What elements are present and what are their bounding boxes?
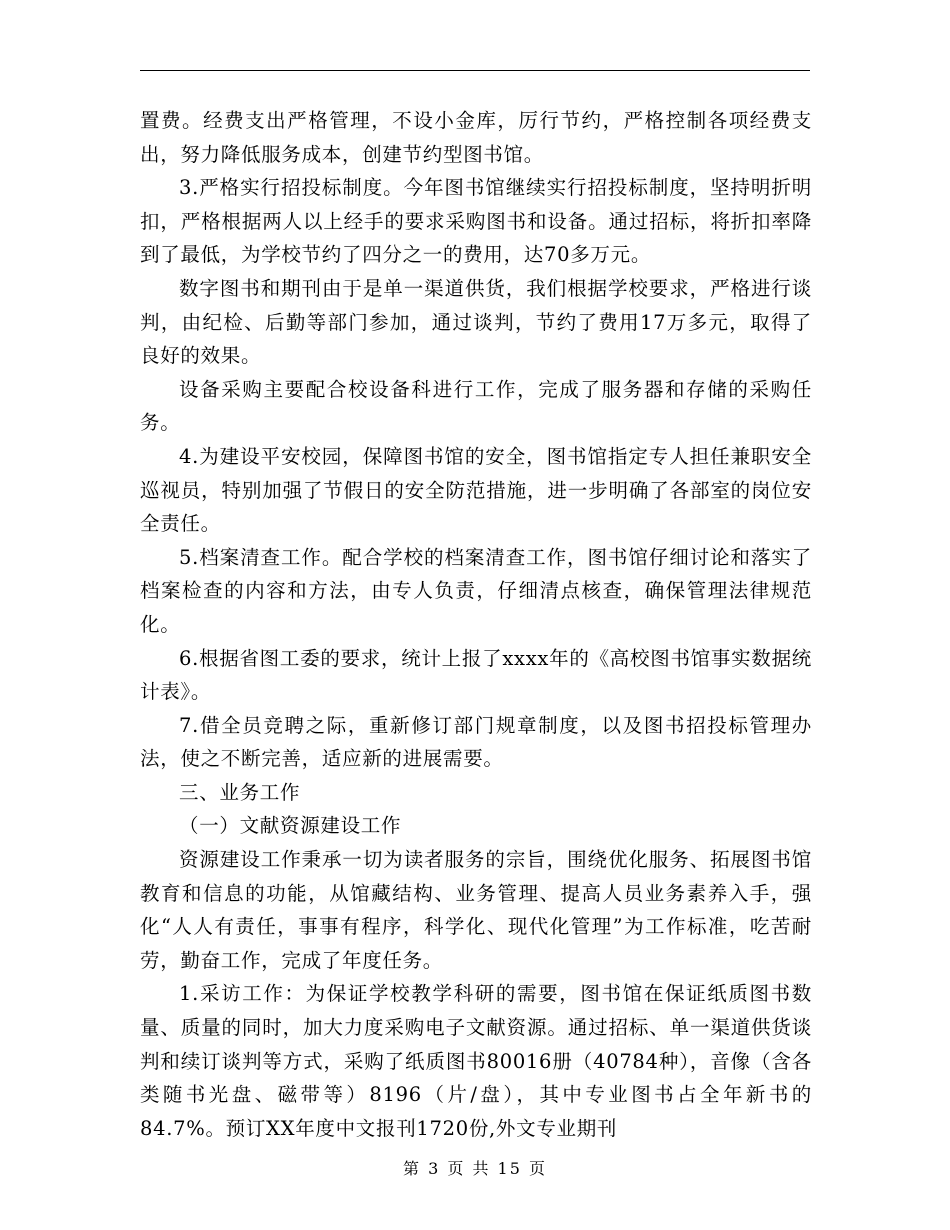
subsection-heading: （一）文献资源建设工作 <box>179 814 402 838</box>
paragraph: 3.严格实行招投标制度。今年图书馆继续实行招投标制度，坚持明折明扣，严格根据两人以上经手的要求采购图书和设备。通过招标，将折扣率降到了最低，为学校节约了四分之一的费用，达70多万元。 <box>140 176 812 267</box>
section-heading: 三、业务工作 <box>179 780 301 804</box>
header-rule <box>140 70 810 71</box>
paragraph: 置费。经费支出严格管理，不设小金库，厉行节约，严格控制各项经费支出，努力降低服务成本，创建节约型图书馆。 <box>140 109 812 166</box>
page-footer: 第 3 页 共 15 页 <box>403 1159 547 1178</box>
paragraph: 5.档案清查工作。配合学校的档案清查工作，图书馆仔细讨论和落实了档案检查的内容和方法，由专人负责，仔细清点核查，确保管理法律规范化。 <box>140 545 812 636</box>
document-body <box>140 104 812 1145</box>
paragraph: 6.根据省图工委的要求，统计上报了xxxx年的《高校图书馆事实数据统计表》。 <box>140 646 812 704</box>
paragraph: 资源建设工作秉承一切为读者服务的宗旨，围绕优化服务、拓展图书馆教育和信息的功能，从馆藏结构、业务管理、提高人员业务素养入手，强化“人人有责任，事事有程序，科学化、现代化管理”为工作标准，吃苦耐劳，勤奋工作，完成了年度任务。 <box>140 848 812 972</box>
paragraph: 数字图书和期刊由于是单一渠道供货，我们根据学校要求，严格进行谈判，由纪检、后勤等部门参加，通过谈判，节约了费用17万多元，取得了良好的效果。 <box>140 276 812 368</box>
paragraph: 7.借全员竞聘之际，重新修订部门规章制度，以及图书招投标管理办法，使之不断完善，适应新的进展需要。 <box>140 713 812 771</box>
paragraph: 1.采访工作：为保证学校教学科研的需要，图书馆在保证纸质图书数量、质量的同时，加大力度采购电子文献资源。通过招标、单一渠道供货谈判和续订谈判等方式，采购了纸质图书80016册（40784种），音像（含各类随书光盘、磁带等）8196（片/盘），其中专业图书占全年新书的84.7%。预订XX年度中文报刊1720份,外文专业期刊 <box>140 982 812 1140</box>
paragraph: 4.为建设平安校园，保障图书馆的安全，图书馆指定专人担任兼职安全巡视员，特别加强了节假日的安全防范措施，进一步明确了各部室的岗位安全责任。 <box>140 444 812 536</box>
paragraph: 设备采购主要配合校设备科进行工作，完成了服务器和存储的采购任务。 <box>140 377 812 435</box>
